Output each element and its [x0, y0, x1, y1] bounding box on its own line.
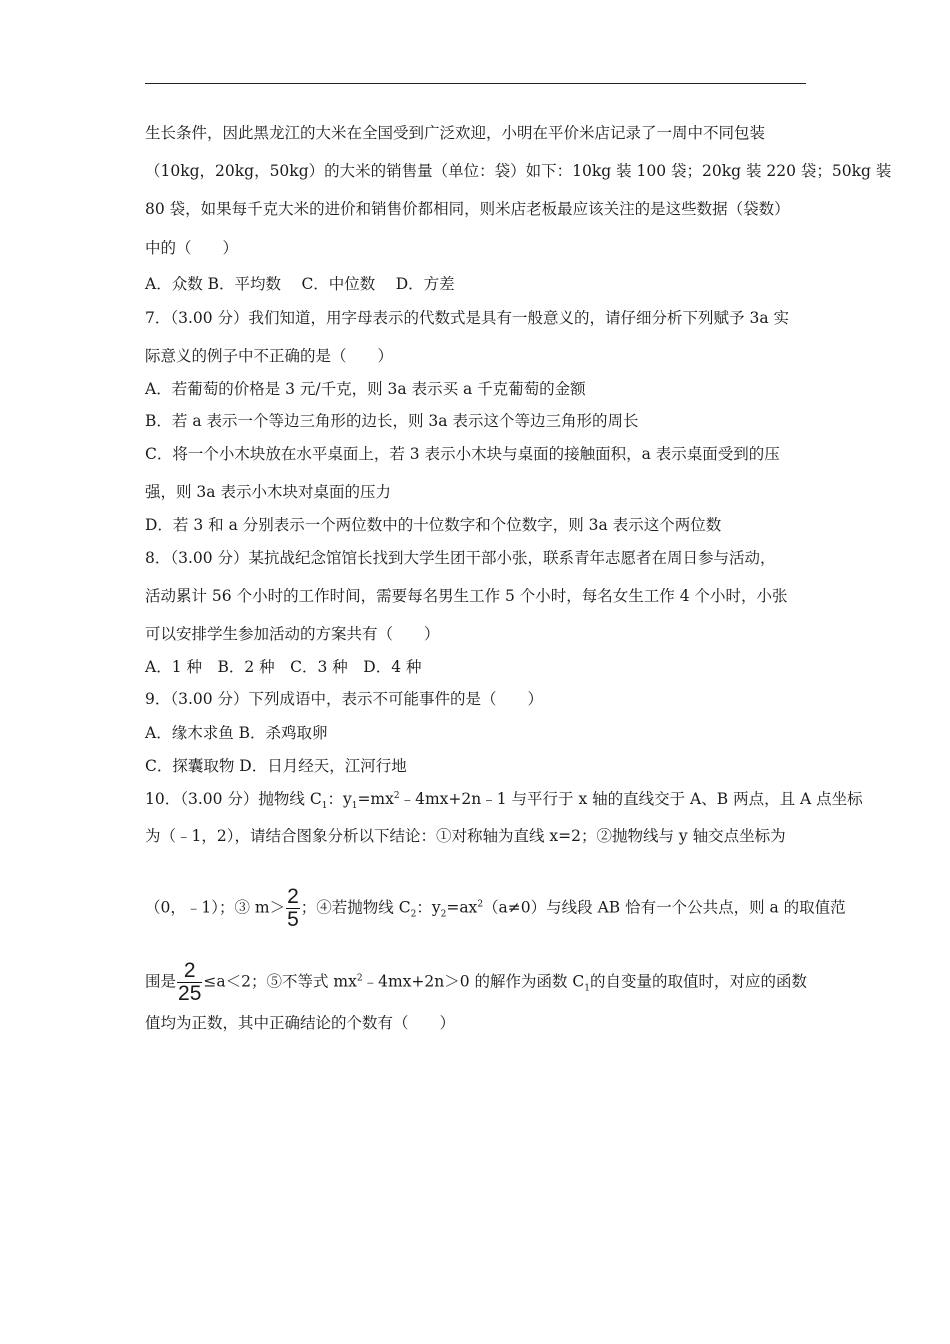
option-a: A．若葡萄的价格是 3 元/千克，则 3a 表示买 a 千克葡萄的金额: [145, 380, 586, 398]
text-line: （10kg，20kg，50kg）的大米的销售量（单位：袋）如下：10kg 装 100 袋；20kg 装 220 袋；50kg 装: [145, 162, 892, 180]
numerator: 2: [287, 885, 299, 908]
text-run: ﹣4mx+2n＞0 的解作为函数 C: [362, 972, 585, 991]
question-8: 8．（3.00 分）某抗战纪念馆馆长找到大学生团干部小张，联系青年志愿者在周日参与活动，: [145, 549, 776, 567]
text-run: ≤a＜2；⑤不等式 mx: [203, 972, 357, 991]
subscript: 2: [440, 909, 447, 920]
superscript: 2: [393, 790, 400, 801]
text-run: 10．（3.00 分）抛物线 C: [145, 790, 322, 808]
denominator: 25: [178, 982, 202, 1005]
question-10: [145, 788, 863, 812]
question-9: 9．（3.00 分）下列成语中，表示不可能事件的是（ ）: [145, 690, 544, 708]
option-line: A．1 种 B．2 种 C．3 种 D．4 种: [145, 658, 422, 676]
text-run: （a≠0）与线段 AB 恰有一个公共点，则 a 的取值范: [483, 898, 846, 917]
text-line: 为（﹣1，2），请结合图象分析以下结论：①对称轴为直线 x=2；②抛物线与 y 轴交点坐标为: [145, 827, 786, 845]
subscript: 1: [584, 983, 591, 994]
text-line-with-fraction: [145, 885, 846, 931]
denominator: 5: [287, 908, 299, 931]
text-run: =ax: [446, 898, 478, 917]
option-b: B．若 a 表示一个等边三角形的边长，则 3a 表示这个等边三角形的周长: [145, 412, 639, 430]
text-run: （0，﹣1）；③ m＞: [145, 898, 286, 917]
header-rule: [145, 83, 806, 84]
text-line: 中的（ ）: [145, 239, 239, 257]
subscript: 2: [410, 909, 417, 920]
text-line: 生长条件，因此黑龙江的大米在全国受到广泛欢迎，小明在平价米店记录了一周中不同包装: [145, 124, 766, 142]
text-run: ：y: [416, 898, 441, 917]
option-d: D．若 3 和 a 分别表示一个两位数中的十位数字和个位数字，则 3a 表示这个两位数: [145, 516, 722, 534]
text-line: 活动累计 56 个小时的工作时间，需要每名男生工作 5 个小时，每名女生工作 4 个小时，小张: [145, 587, 788, 605]
superscript: 2: [356, 973, 363, 984]
text-line: 际意义的例子中不正确的是（ ）: [145, 347, 394, 365]
text-run: ：y: [327, 790, 352, 808]
fraction-2-25: [177, 960, 202, 1005]
numerator: 2: [177, 960, 202, 983]
superscript: 2: [477, 899, 484, 910]
text-run: =mx: [357, 790, 394, 808]
text-line: 可以安排学生参加活动的方案共有（ ）: [145, 625, 440, 643]
option-line: A．缘木求鱼 B．杀鸡取卵: [145, 724, 328, 742]
option-line: A．众数 B．平均数 C．中位数 D．方差: [145, 275, 455, 293]
option-line: C．探囊取物 D．日月经天，江河行地: [145, 757, 407, 775]
question-7: 7．（3.00 分）我们知道，用字母表示的代数式是具有一般意义的，请仔细分析下列赋予 3a 实: [145, 309, 790, 327]
text-line: 值均为正数，其中正确结论的个数有（ ）: [145, 1014, 456, 1032]
fraction-2-5: [286, 886, 300, 931]
option-c: C．将一个小木块放在水平桌面上，若 3 表示小木块与桌面的接触面积，a 表示桌面受到的压: [145, 445, 780, 463]
text-line: 80 袋，如果每千克大米的进价和销售价都相同，则米店老板最应该关注的是这些数据（袋数）: [145, 200, 790, 218]
subscript: 1: [321, 801, 328, 812]
text-line: 强，则 3a 表示小木块对桌面的压力: [145, 483, 391, 501]
text-run: ﹣4mx+2n﹣1 与平行于 x 轴的直线交于 A、B 两点，且 A 点坐标: [399, 790, 863, 808]
text-run: 的自变量的取值时，对应的函数: [590, 972, 808, 991]
text-line-with-fraction: [145, 960, 810, 1005]
text-run: ；④若抛物线 C: [300, 898, 411, 917]
text-run: 围是: [145, 972, 177, 991]
subscript: 1: [351, 801, 358, 812]
